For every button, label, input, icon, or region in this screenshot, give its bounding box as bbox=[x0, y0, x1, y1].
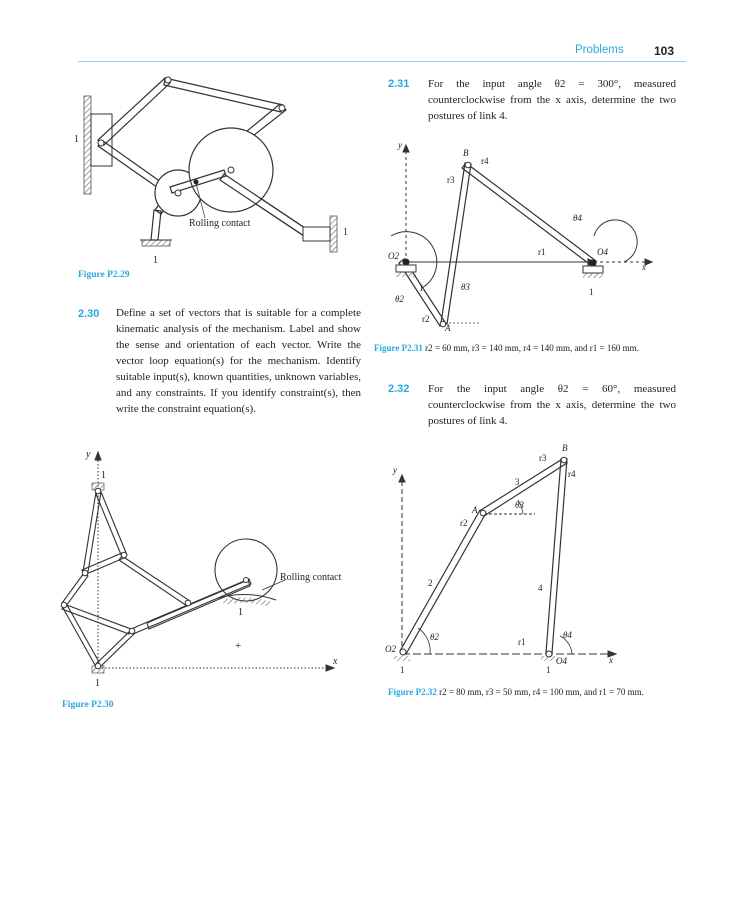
p2-32-o4-label: O4 bbox=[556, 656, 567, 666]
p2-31-point-b: B bbox=[463, 148, 469, 158]
problem-2-31-text: For the input angle θ2 = 300°, measured counterclockwise from the x axis, determine the two postures of link 4. bbox=[428, 78, 676, 122]
p2-31-ground-right: 1 bbox=[589, 287, 594, 297]
p2-29-ground-bottom: 1 bbox=[153, 255, 158, 266]
figure-p2-32-caption-text: r2 = 80 mm, r3 = 50 mm, r4 = 100 mm, and r1 = 70 mm. bbox=[439, 687, 644, 697]
p2-29-ground-right: 1 bbox=[343, 227, 348, 238]
p2-31-y-axis: y bbox=[398, 140, 402, 150]
p2-31-point-a: A bbox=[445, 323, 451, 333]
p2-32-point-a: A bbox=[472, 505, 478, 515]
p2-31-r2-label: r2 bbox=[422, 314, 430, 324]
p2-32-r3-label: r3 bbox=[539, 453, 547, 463]
p2-30-plus: + bbox=[235, 640, 242, 652]
p2-30-x-axis: x bbox=[333, 656, 338, 667]
p2-32-theta3-label: θ3 bbox=[515, 500, 524, 510]
figure-p2-29-label: Figure P2.29 bbox=[78, 270, 130, 280]
p2-32-theta2-label: θ2 bbox=[430, 632, 439, 642]
figure-p2-31-label: Figure P2.31 bbox=[374, 343, 423, 353]
p2-30-ground-top: 1 bbox=[101, 470, 106, 481]
page-number: 103 bbox=[654, 44, 675, 58]
p2-32-point-b: B bbox=[562, 443, 568, 453]
p2-31-o4-label: O4 bbox=[597, 247, 608, 257]
running-header-section: Problems bbox=[575, 44, 624, 56]
figure-p2-32-caption bbox=[388, 686, 678, 699]
p2-31-x-axis: x bbox=[642, 262, 646, 272]
p2-29-rolling-contact-label: Rolling contact bbox=[189, 218, 251, 229]
problem-2-31-number: 2.31 bbox=[388, 78, 410, 90]
figure-p2-32-label: Figure P2.32 bbox=[388, 687, 437, 697]
p2-30-rolling-contact-label: Rolling contact bbox=[280, 572, 342, 583]
p2-29-ground-left: 1 bbox=[74, 134, 79, 145]
figure-p2-31-caption-text: r2 = 60 mm, r3 = 140 mm, r4 = 140 mm, and r1 = 160 mm. bbox=[425, 343, 639, 353]
p2-32-ground-right: 1 bbox=[546, 665, 551, 675]
problem-2-32-text: For the input angle θ2 = 60°, measured counterclockwise from the x axis, determine the two postures of link 4. bbox=[428, 383, 676, 427]
figure-p2-30-label: Figure P2.30 bbox=[62, 700, 114, 710]
problem-2-32-number: 2.32 bbox=[388, 383, 410, 395]
p2-32-r1-label: r1 bbox=[518, 637, 526, 647]
p2-32-link3-label: 3 bbox=[515, 477, 520, 487]
p2-32-r2-label: r2 bbox=[460, 518, 468, 528]
p2-32-link2-label: 2 bbox=[428, 578, 433, 588]
p2-32-ground-left: 1 bbox=[400, 665, 405, 675]
p2-31-theta4-label: θ4 bbox=[573, 213, 582, 223]
p2-31-r1-label: r1 bbox=[538, 247, 546, 257]
problem-2-30-number: 2.30 bbox=[78, 308, 100, 320]
p2-32-y-axis: y bbox=[393, 465, 397, 475]
p2-31-ground-left: 1 bbox=[419, 283, 424, 293]
p2-32-o2-label: O2 bbox=[385, 644, 396, 654]
p2-31-theta3-label: θ3 bbox=[461, 282, 470, 292]
p2-30-ground-wheel: 1 bbox=[238, 607, 243, 618]
p2-31-o2-label: O2 bbox=[388, 251, 399, 261]
p2-30-y-axis: y bbox=[86, 449, 91, 460]
p2-31-theta2-label: θ2 bbox=[395, 294, 404, 304]
p2-32-theta4-label: θ4 bbox=[563, 630, 572, 640]
p2-32-link4-label: 4 bbox=[538, 583, 543, 593]
p2-31-r4-label: r4 bbox=[481, 156, 489, 166]
p2-31-r3-label: r3 bbox=[447, 175, 455, 185]
p2-30-ground-bottom: 1 bbox=[95, 678, 100, 689]
p2-32-x-axis: x bbox=[609, 655, 613, 665]
problem-2-30-text: Define a set of vectors that is suitable for a complete kinematic analysis of the mechanism. Label and show the sense and orientation of each vector. Write the vector loop equation(s) for the mechanism. Identify suitable input(s), known quantities, unknown variables, and any constraints. If you identify constraint(s), then write the constraint equation(s). bbox=[116, 307, 361, 415]
p2-32-r4-label: r4 bbox=[568, 469, 576, 479]
